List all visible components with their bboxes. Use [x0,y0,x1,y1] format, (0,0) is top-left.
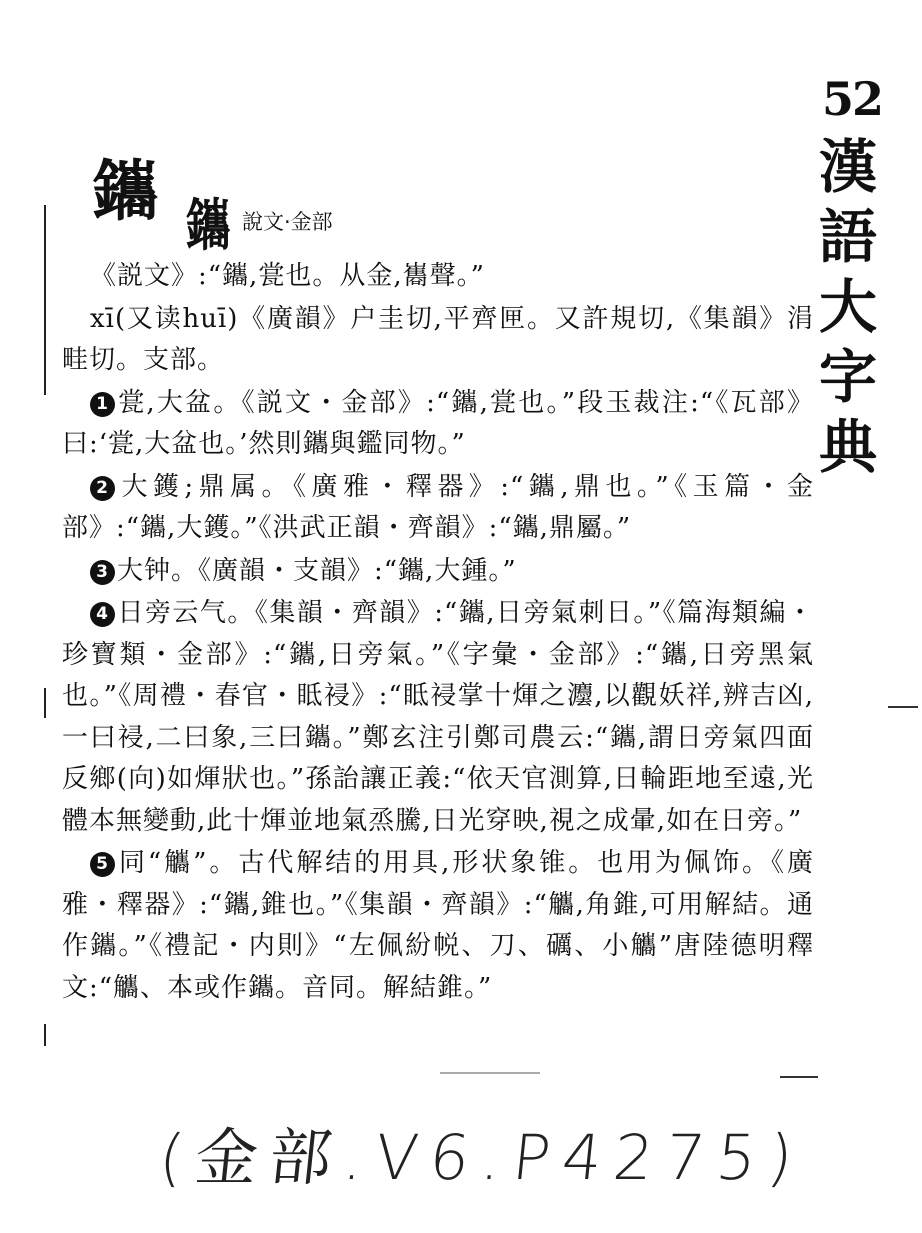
sense-paragraph: 4 日旁云气。《集韻・齊韻》:“鑴,日旁氣刺日。”《篇海類編・珍寶類・金部》:“鑴,日旁氣。”《字彙・金部》:“鑴,日旁黑氣也。”《周禮・春官・眡祲》:“眡祲掌十煇之灋,以觀妖祥,辨吉凶,一曰祲,二曰象,三曰鑴。”鄭玄注引鄭司農云:“鑴,謂日旁氣四面反鄉(向)如煇狀也。”孫詒讓正義:“依天官測算,日輪距地至遠,光體本無變動,此十煇並地氣烝騰,日光穿映,視之成暈,如在日旁。” [62,598,814,836]
book-title-char: 字 [818,343,877,411]
scan-dash [440,1072,540,1074]
sense-paragraph: 3 大钟。《廣韻・支韻》:“鑴,大鍾。” [62,551,814,593]
sense-number-badge: 5 [90,852,115,877]
book-title-char: 漢 [818,133,877,201]
sense-number-badge: 1 [90,392,115,417]
sense-paragraph: 2 大鑊;鼎属。《廣雅・釋器》:“鑴,鼎也。”《玉篇・金部》:“鑴,大鑊。”《洪武正韻・齊韻》:“鑴,鼎屬。” [62,471,814,543]
margin-mark [44,1024,46,1046]
book-title-char: 典 [818,413,877,481]
book-title-char: 大 [818,273,877,341]
book-title-char: 語 [818,203,877,271]
seal-script-glyph: 鑴 [185,193,231,259]
scan-dash [888,706,918,708]
seal-source-label: 說文·金部 [242,210,333,234]
sense-paragraph: 1 瓽,大盆。《説文・金部》:“鑴,瓽也。”段玉裁注:“《瓦部》曰:‘瓽,大盆也。’然則鑴與鑑同物。” [62,387,814,459]
scan-dash [780,1076,818,1078]
page-number: 52 [822,72,883,126]
entry-body [62,256,814,1009]
sense-number-badge: 4 [90,602,115,627]
handwritten-note: (金部.V6.P4275) [155,1121,809,1194]
sense-paragraph: 5 同“觿”。古代解结的用具,形状象锥。也用为佩饰。《廣雅・釋器》:“鑴,錐也。”《集韻・齊韻》:“觿,角錐,可用解結。通作鑴。”《禮記・内則》“左佩紛帨、刀、礪、小觿”唐陸德明釋文:“觿、本或作鑴。音同。解結錐。” [62,848,814,1003]
headword: 鑴 [92,152,158,230]
entry-paragraph: 《説文》:“鑴,瓽也。从金,巂聲。” [90,261,485,291]
sense-number-badge: 3 [90,560,115,585]
margin-mark [44,688,46,718]
sense-number-badge: 2 [90,476,115,501]
entry-paragraph: xī(又读huī)《廣韻》户圭切,平齊匣。又許規切,《集韻》涓畦切。支部。 [62,303,814,375]
margin-mark [44,205,46,395]
book-title [818,132,878,482]
